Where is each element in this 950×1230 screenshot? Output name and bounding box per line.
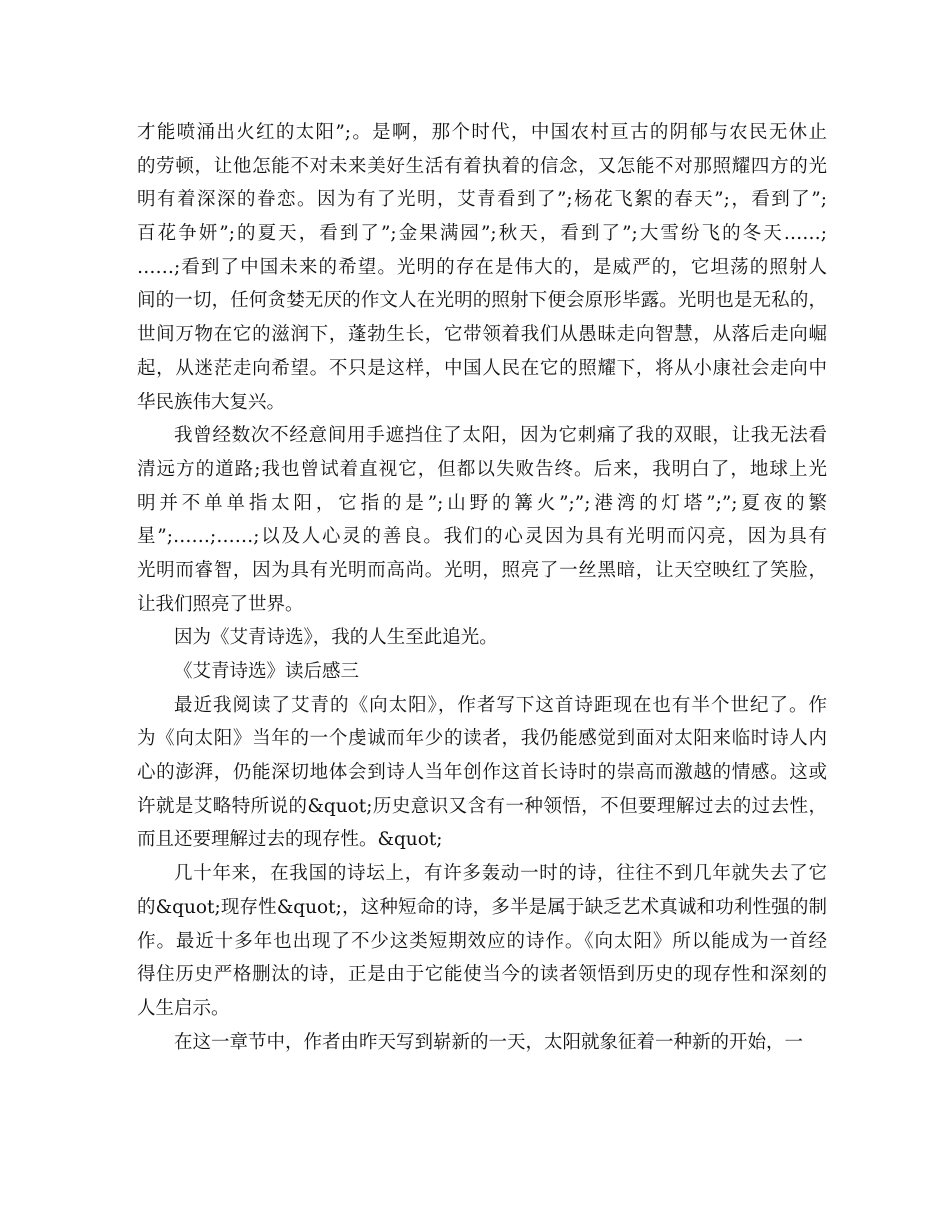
text-line: 作。最近十多年也出现了不少这类短期效应的诗作。《向太阳》所以能成为一首经 <box>137 930 827 952</box>
text-line: ……;看到了中国未来的希望。光明的存在是伟大的，是威严的，它坦荡的照射人 <box>137 256 827 278</box>
text-line: 百花争妍”;的夏天，看到了”;金果满园”;秋天，看到了”;大雪纷飞的冬天……; <box>137 223 827 245</box>
text-line: 为《向太阳》当年的一个虔诚而年少的读者，我仍能感觉到面对太阳来临时诗人内 <box>137 728 827 750</box>
text-line: 世间万物在它的滋润下，蓬勃生长，它带领着我们从愚昧走向智慧，从落后走向崛 <box>137 324 827 346</box>
paragraph <box>137 1026 827 1060</box>
text-line: 明有着深深的眷恋。因为有了光明，艾青看到了”;杨花飞絮的春天”;，看到了”; <box>137 189 827 211</box>
document-body <box>137 116 827 1059</box>
paragraph <box>137 116 827 419</box>
text-line: 的劳顿，让他怎能不对未来美好生活有着执着的信念，又怎能不对那照耀四方的光 <box>137 155 827 177</box>
text-line: 华民族伟大复兴。 <box>137 391 286 413</box>
paragraph <box>137 857 827 1025</box>
text-line: 而且还要理解过去的现存性。&quot; <box>137 829 443 851</box>
text-line: 人生启示。 <box>137 997 230 1019</box>
text-line: 几十年来，在我国的诗坛上，有许多轰动一时的诗，往往不到几年就失去了它 <box>174 863 827 885</box>
text-line: 我曾经数次不经意间用手遮挡住了太阳，因为它刺痛了我的双眼，让我无法看 <box>174 425 827 447</box>
text-line: 才能喷涌出火红的太阳”;。是啊，那个时代，中国农村亘古的阴郁与农民无休止 <box>137 122 827 143</box>
paragraph <box>137 621 827 655</box>
text-line: 清远方的道路;我也曾试着直视它，但都以失败告终。后来，我明白了，地球上光 <box>137 458 827 480</box>
text-line: 光明而睿智，因为具有光明而高尚。光明，照亮了一丝黑暗，让天空映红了笑脸， <box>137 559 827 581</box>
text-line: 《艾青诗选》读后感三 <box>174 661 360 682</box>
paragraph <box>137 419 827 621</box>
text-line: 起，从迷茫走向希望。不只是这样，中国人民在它的照耀下，将从小康社会走向中 <box>137 357 827 379</box>
paragraph <box>137 655 827 689</box>
text-line: 得住历史严格删汰的诗，正是由于它能使当今的读者领悟到历史的现存性和深刻的 <box>137 964 827 986</box>
text-line: 许就是艾略特所说的&quot;历史意识又含有一种领悟，不但要理解过去的过去性， <box>137 795 827 817</box>
text-line: 在这一章节中，作者由昨天写到崭新的一天，太阳就象征着一种新的开始，一 <box>174 1031 804 1053</box>
text-line: 心的澎湃，仍能深切地体会到诗人当年创作这首长诗时的崇高而激越的情感。这或 <box>137 762 827 784</box>
text-line: 让我们照亮了世界。 <box>137 593 304 615</box>
text-line: 因为《艾青诗选》，我的人生至此追光。 <box>174 627 498 649</box>
paragraph <box>137 689 827 857</box>
text-line: 的&quot;现存性&quot;，这种短命的诗，多半是属于缺乏艺术真诚和功利性强的制 <box>137 896 827 918</box>
text-line: 明并不单单指太阳，它指的是”;山野的篝火”;”;港湾的灯塔”;”;夏夜的繁 <box>137 492 827 514</box>
text-line: 星”;……;……;以及人心灵的善良。我们的心灵因为具有光明而闪亮，因为具有 <box>137 526 827 548</box>
text-line: 最近我阅读了艾青的《向太阳》，作者写下这首诗距现在也有半个世纪了。作 <box>174 694 827 716</box>
text-line: 间的一切，任何贪婪无厌的作文人在光明的照射下便会原形毕露。光明也是无私的， <box>137 290 827 312</box>
